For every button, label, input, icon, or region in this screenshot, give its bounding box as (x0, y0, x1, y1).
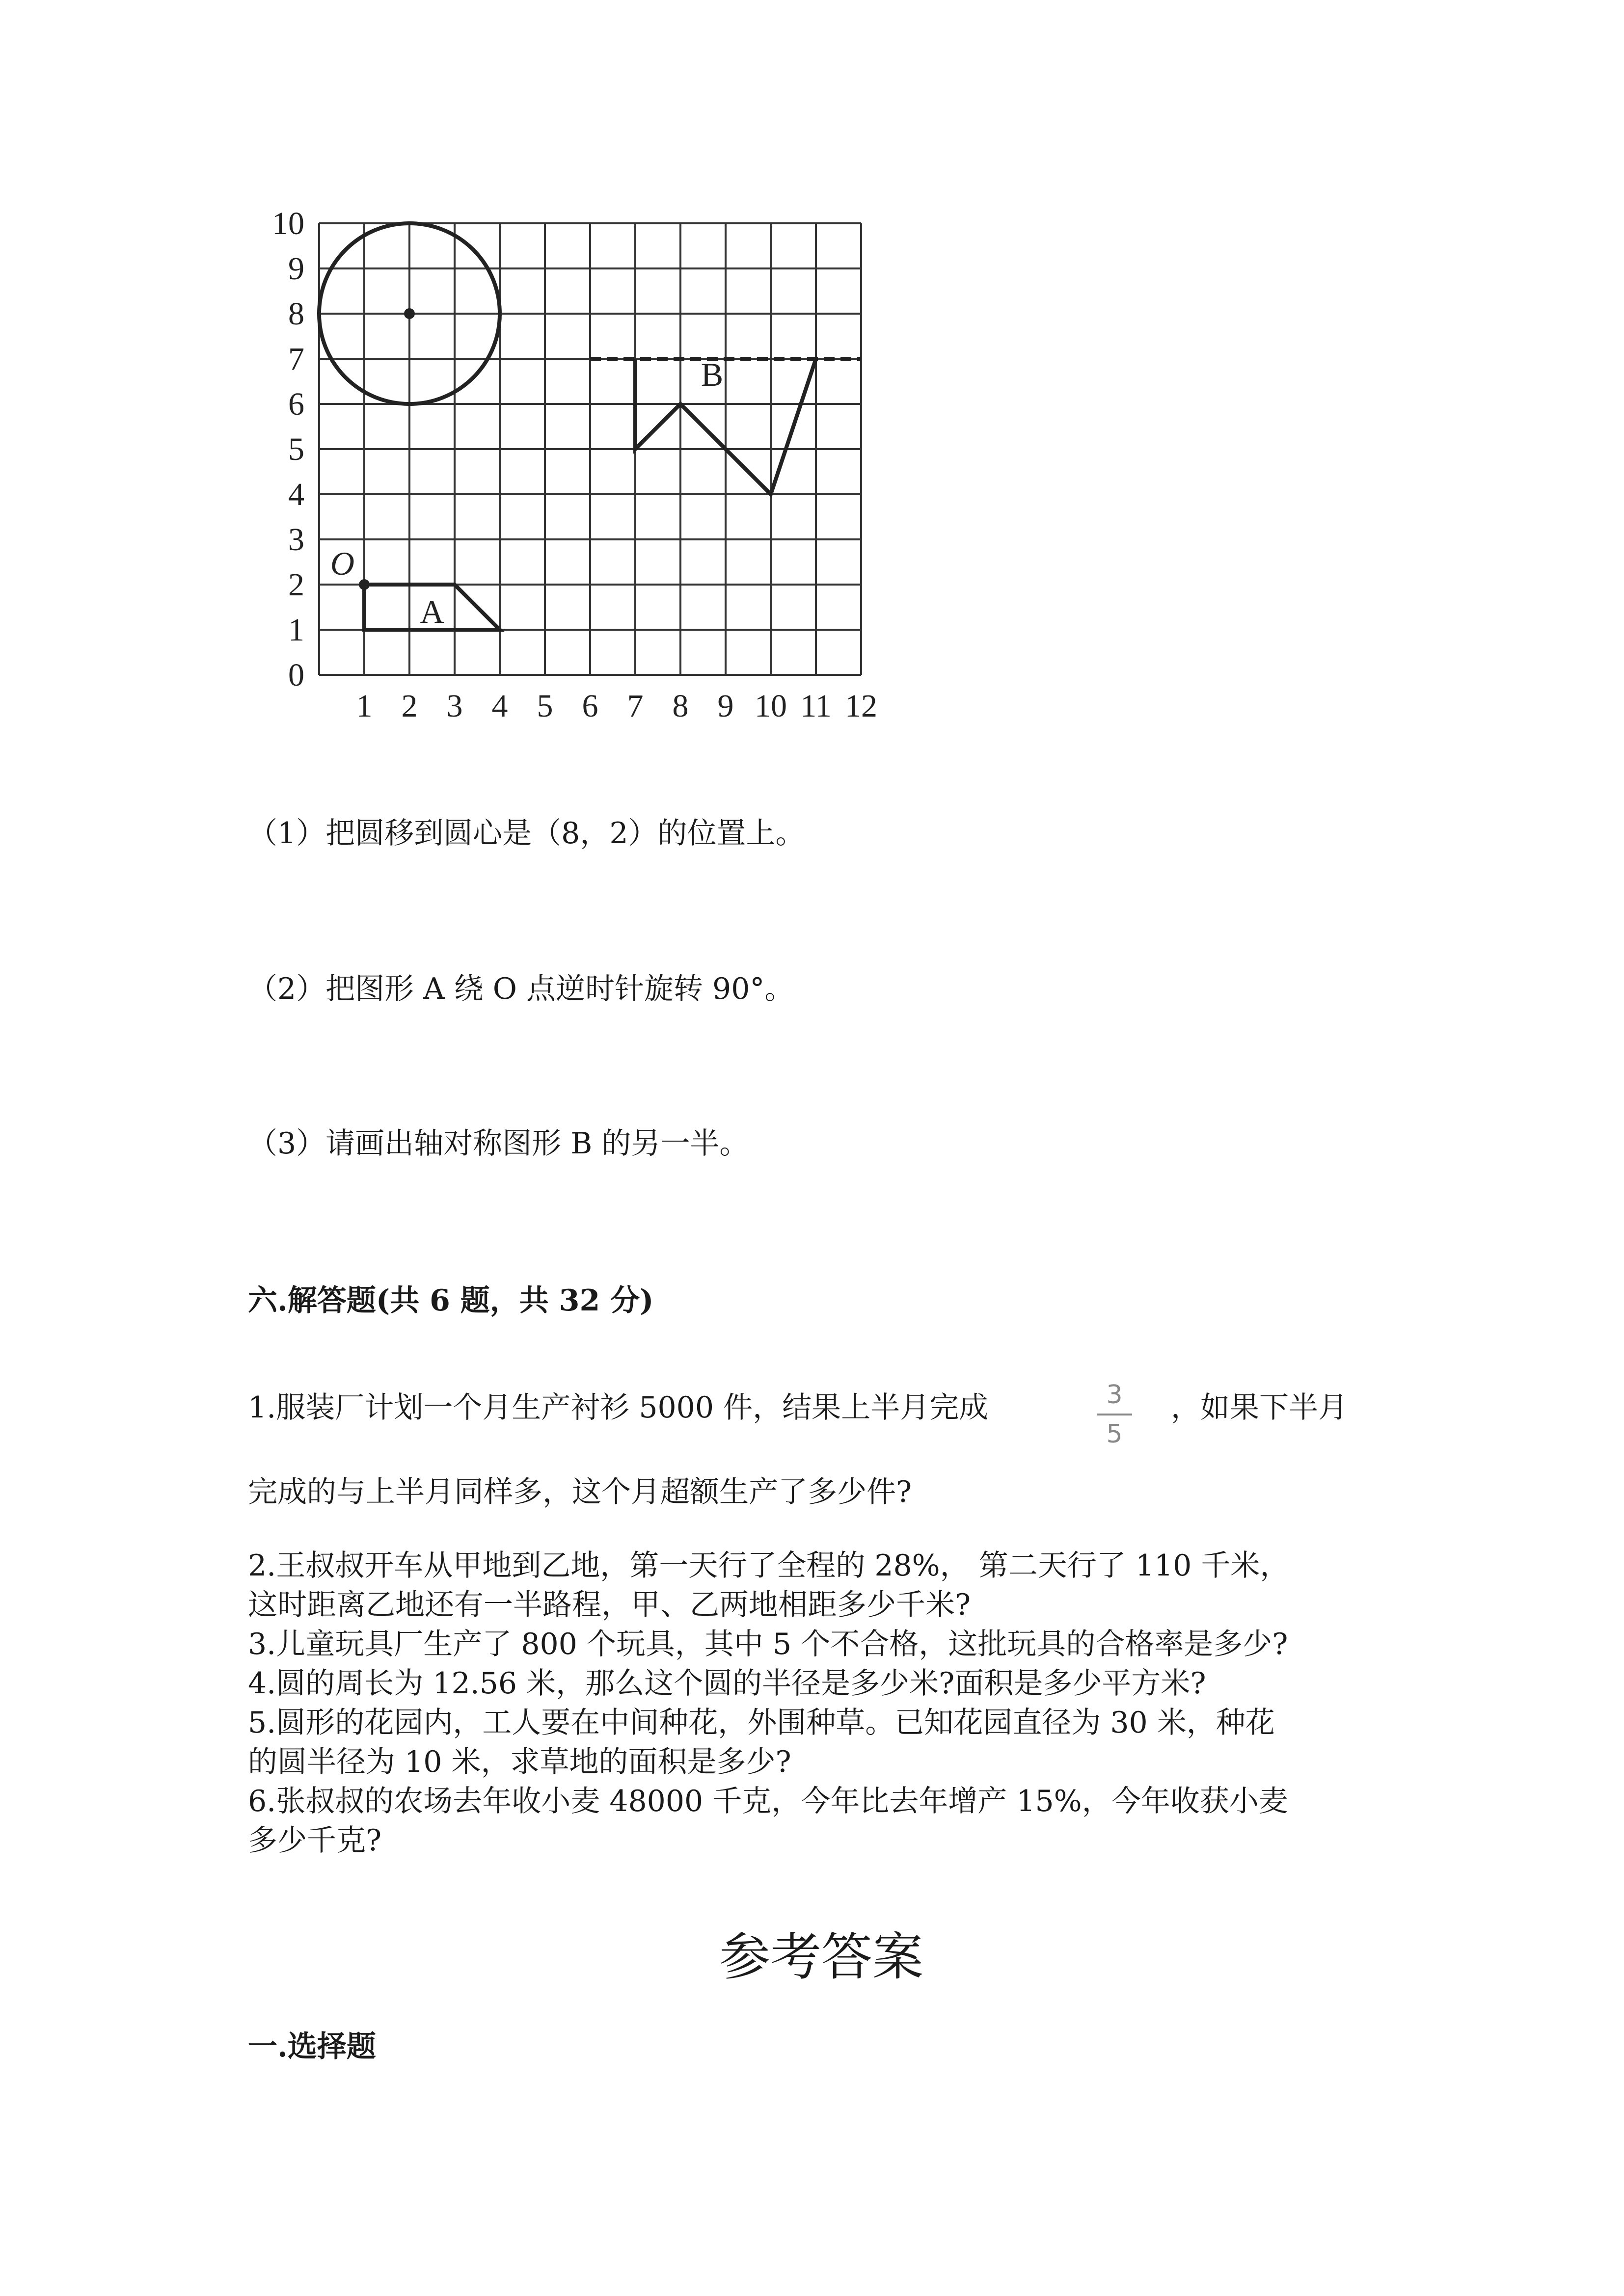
x-tick-label: 5 (537, 688, 553, 724)
question-2-line-2: 这时距离乙地还有一半路程，甲、乙两地相距多少千米? (248, 1588, 971, 1622)
x-tick-label: 12 (845, 688, 877, 724)
y-tick-label: 4 (288, 477, 304, 512)
answers-section-1-heading: 一.选择题 (248, 2029, 376, 2064)
task-3: （3）请画出轴对称图形 B 的另一半。 (248, 1126, 749, 1161)
question-1-part-2: ，如果下半月 (1171, 1390, 1348, 1425)
question-5-line-2: 的圆半径为 10 米，求草地的面积是多少? (248, 1745, 791, 1779)
question-4: 4.圆的周长为 12.56 米，那么这个圆的半径是多少米?面积是多少平方米? (248, 1666, 1206, 1701)
y-tick-label: 3 (288, 522, 304, 558)
y-tick-label: 2 (288, 567, 304, 603)
shape-b-label: B (701, 356, 724, 394)
coordinate-grid-figure (245, 196, 893, 736)
fraction-bar (1097, 1414, 1132, 1415)
x-tick-label: 11 (800, 688, 832, 724)
answers-title: 参考答案 (719, 1927, 924, 1987)
x-tick-label: 2 (401, 688, 418, 724)
question-1-fraction (1095, 1380, 1134, 1449)
fraction-numerator: 3 (1106, 1380, 1123, 1410)
question-6-line-1: 6.张叔叔的农场去年收小麦 48000 千克，今年比去年增产 15%，今年收获小麦 (248, 1784, 1288, 1818)
x-tick-label: 8 (672, 688, 689, 724)
y-tick-label: 0 (288, 657, 304, 693)
circle-center-point (404, 308, 415, 319)
y-tick-label: 6 (288, 386, 304, 422)
question-6-line-2: 多少千克? (248, 1823, 382, 1858)
fraction-denominator: 5 (1106, 1419, 1123, 1449)
question-2-line-1: 2.王叔叔开车从甲地到乙地，第一天行了全程的 28%， 第二天行了 110 千米， (248, 1548, 1290, 1583)
x-tick-label: 3 (446, 688, 463, 724)
question-1-line-2: 完成的与上半月同样多，这个月超额生产了多少件? (248, 1475, 912, 1509)
task-1: （1）把圆移到圆心是（8，2）的位置上。 (248, 816, 805, 851)
question-5-line-1: 5.圆形的花园内，工人要在中间种花，外围种草。已知花园直径为 30 米，种花 (248, 1706, 1275, 1740)
x-tick-label: 9 (717, 688, 734, 724)
y-tick-label: 10 (272, 206, 304, 241)
point-o (359, 579, 370, 590)
y-tick-label: 9 (288, 251, 304, 287)
y-tick-label: 8 (288, 296, 304, 332)
y-tick-label: 1 (288, 612, 304, 648)
x-tick-label: 1 (356, 688, 373, 724)
grid-lines (319, 223, 861, 675)
question-3: 3.儿童玩具厂生产了 800 个玩具，其中 5 个不合格，这批玩具的合格率是多少? (248, 1627, 1288, 1661)
y-tick-label: 7 (288, 341, 304, 377)
x-tick-label: 6 (582, 688, 598, 724)
question-1-part-1: 1.服装厂计划一个月生产衬衫 5000 件，结果上半月完成 (248, 1390, 989, 1425)
shape-a-label: A (420, 593, 444, 631)
task-2: （2）把图形 A 绕 O 点逆时针旋转 90°。 (248, 972, 794, 1006)
x-tick-label: 7 (627, 688, 644, 724)
tick-labels (272, 206, 877, 724)
x-tick-label: 10 (755, 688, 787, 724)
point-o-label: O (330, 545, 354, 582)
section-6-heading: 六.解答题(共 6 题，共 32 分) (248, 1283, 654, 1318)
x-tick-label: 4 (491, 688, 508, 724)
y-tick-label: 5 (288, 431, 304, 467)
